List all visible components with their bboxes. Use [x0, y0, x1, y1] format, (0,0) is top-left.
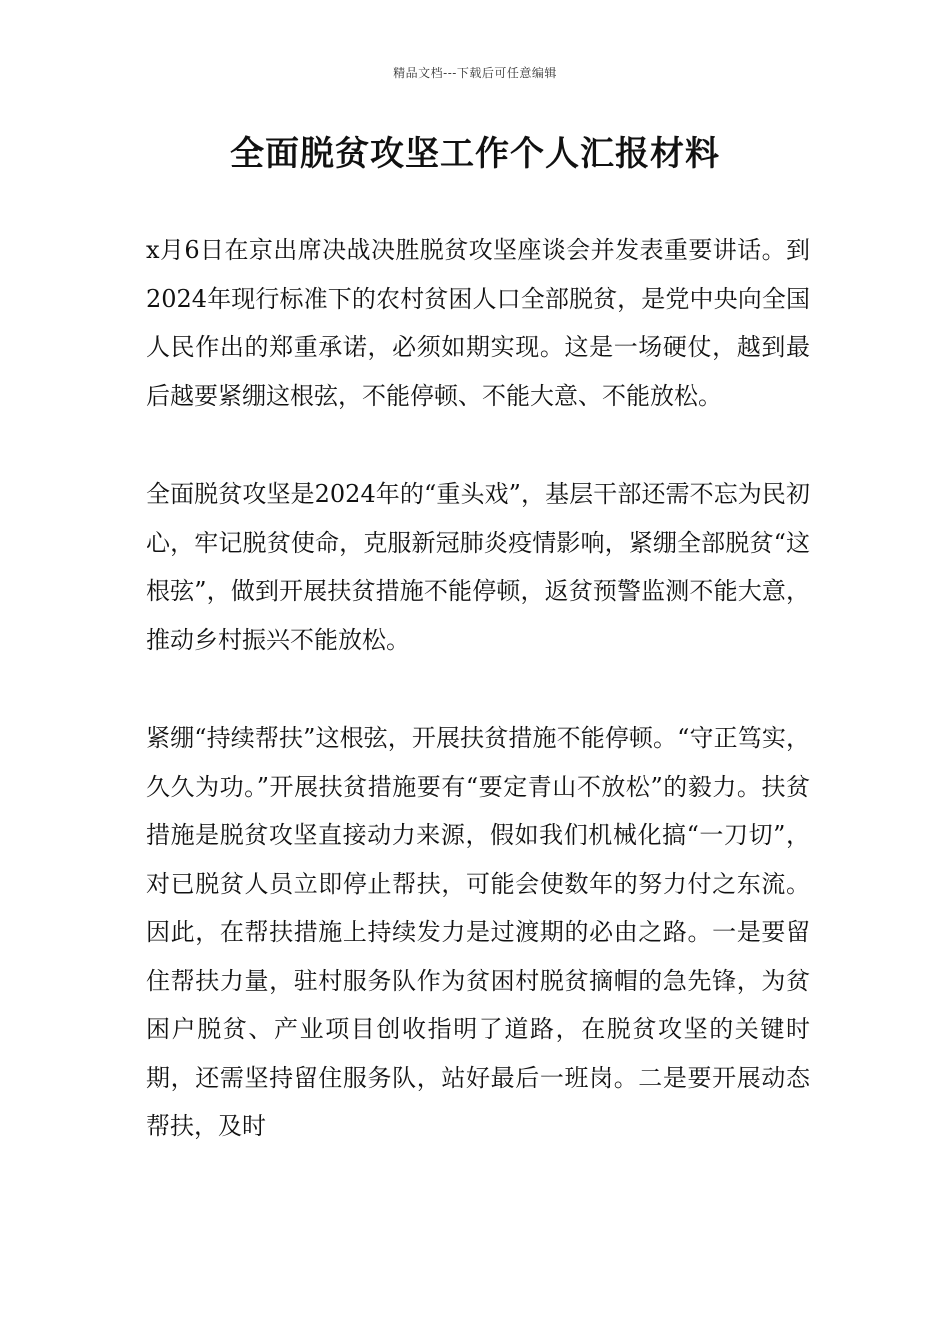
paragraph-1: x月6日在京出席决战决胜脱贫攻坚座谈会并发表重要讲话。到2024年现行标准下的农村贫困人口全部脱贫，是党中央向全国人民作出的郑重承诺，必须如期实现。这是一场硬仗，越到最后越要紧绷这根弦，不能停顿、不能大意、不能放松。 — [146, 236, 810, 410]
paragraph-2: 全面脱贫攻坚是2024年的“重头戏”，基层干部还需不忘为民初心，牢记脱贫使命，克服新冠肺炎疫情影响，紧绷全部脱贫“这根弦”，做到开展扶贫措施不能停顿，返贫预警监测不能大意，推动乡村振兴不能放松。 — [146, 480, 810, 654]
paragraph-3: 紧绷“持续帮扶”这根弦，开展扶贫措施不能停顿。“守正笃实，久久为功。”开展扶贫措施要有“要定青山不放松”的毅力。扶贫措施是脱贫攻坚直接动力来源，假如我们机械化搞“一刀切”，对已脱贫人员立即停止帮扶，可能会使数年的努力付之东流。因此，在帮扶措施上持续发力是过渡期的必由之路。一是要留住帮扶力量，驻村服务队作为贫困村脱贫摘帽的急先锋，为贫困户脱贫、产业项目创收指明了道路，在脱贫攻坚的关键时期，还需坚持留住服务队，站好最后一班岗。二是要开展动态帮扶，及时 — [146, 724, 810, 1140]
document-body — [146, 226, 810, 1201]
page-header: 精品文档---下载后可任意编辑 — [393, 66, 557, 80]
document-title: 全面脱贫攻坚工作个人汇报材料 — [230, 134, 720, 174]
